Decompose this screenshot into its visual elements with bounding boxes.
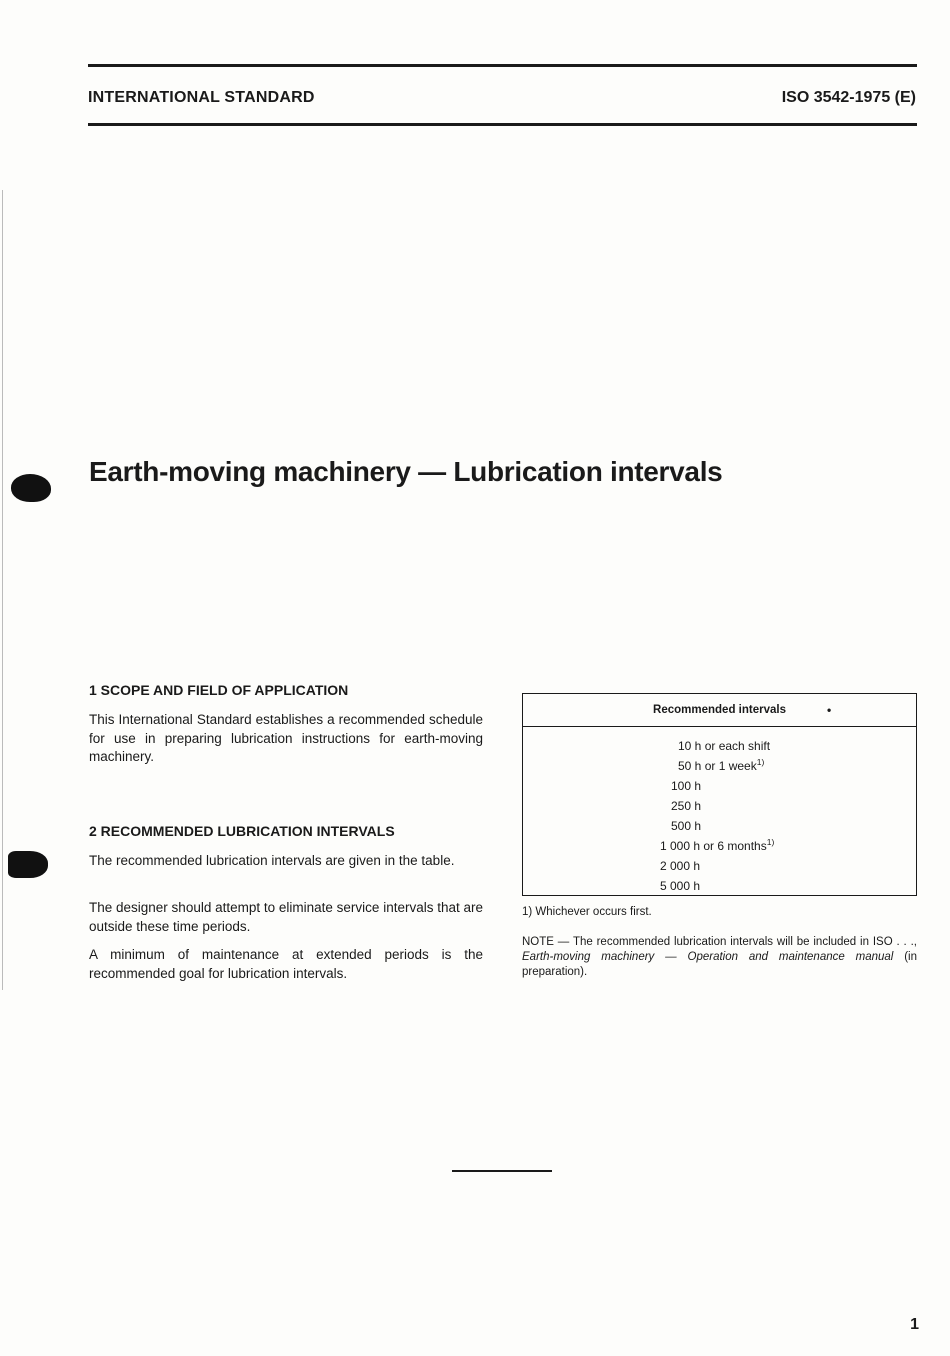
interval-value: 1 000 h or 6 months bbox=[660, 839, 767, 853]
section-1-text: This International Standard establishes a recommended schedule for use in preparing lubrication instructions for earth-moving machinery. bbox=[89, 712, 483, 764]
interval-value: 2 000 h bbox=[660, 859, 701, 873]
footnote-ref: 1) bbox=[766, 837, 775, 847]
intervals-table-rows bbox=[523, 732, 916, 892]
section-1-heading: 1 SCOPE AND FIELD OF APPLICATION bbox=[89, 682, 349, 698]
table-row bbox=[523, 772, 916, 792]
table-row bbox=[523, 832, 916, 852]
interval-value: 5 000 h bbox=[660, 879, 701, 893]
header-document-number: ISO 3542-1975 (E) bbox=[781, 89, 916, 106]
table-footnote: 1) Whichever occurs first. bbox=[522, 906, 652, 918]
section-2-paragraph-3: A minimum of maintenance at extended periods is the recommended goal for lubrication intervals. bbox=[89, 947, 483, 981]
interval-value: 100 h bbox=[671, 779, 702, 793]
table-row bbox=[523, 752, 916, 772]
document-title: Earth-moving machinery — Lubrication intervals bbox=[89, 456, 723, 487]
footnote-ref: 1) bbox=[756, 757, 765, 767]
section-2-paragraph-1: The recommended lubrication intervals are given in the table. bbox=[89, 853, 455, 868]
header-bottom-rule bbox=[88, 123, 917, 126]
table-note bbox=[522, 935, 917, 980]
intervals-table bbox=[522, 693, 917, 896]
end-of-text-rule bbox=[452, 1170, 552, 1172]
table-row bbox=[523, 732, 916, 752]
section-2-heading: 2 RECOMMENDED LUBRICATION INTERVALS bbox=[89, 823, 395, 839]
table-row bbox=[523, 812, 916, 832]
interval-value: 500 h bbox=[671, 819, 702, 833]
interval-value: 250 h bbox=[671, 799, 702, 813]
header-top-rule bbox=[88, 64, 917, 67]
header-marker-dot: • bbox=[827, 703, 832, 717]
interval-value: 50 h or 1 week bbox=[678, 759, 757, 773]
scan-edge-line bbox=[2, 190, 3, 990]
interval-value: 10 h or each shift bbox=[678, 739, 771, 753]
table-row bbox=[523, 852, 916, 872]
binder-hole-mark-top bbox=[11, 474, 51, 502]
table-row bbox=[523, 792, 916, 812]
page-number: 1 bbox=[910, 1316, 919, 1333]
intervals-table-header bbox=[523, 694, 916, 727]
note-referenced-title: Earth-moving machinery — Operation and maintenance manual bbox=[522, 951, 894, 963]
intervals-table-header-label: Recommended intervals bbox=[653, 704, 786, 716]
binder-hole-mark-bottom bbox=[8, 851, 48, 878]
section-2-paragraph-2: The designer should attempt to eliminate service intervals that are outside these time periods. bbox=[89, 900, 483, 934]
note-tail-text: (in preparation). bbox=[522, 951, 917, 978]
header-standard-label: INTERNATIONAL STANDARD bbox=[88, 89, 315, 106]
note-lead-text: NOTE — The recommended lubrication intervals will be included in ISO . . ., bbox=[522, 936, 917, 948]
table-row bbox=[523, 872, 916, 892]
